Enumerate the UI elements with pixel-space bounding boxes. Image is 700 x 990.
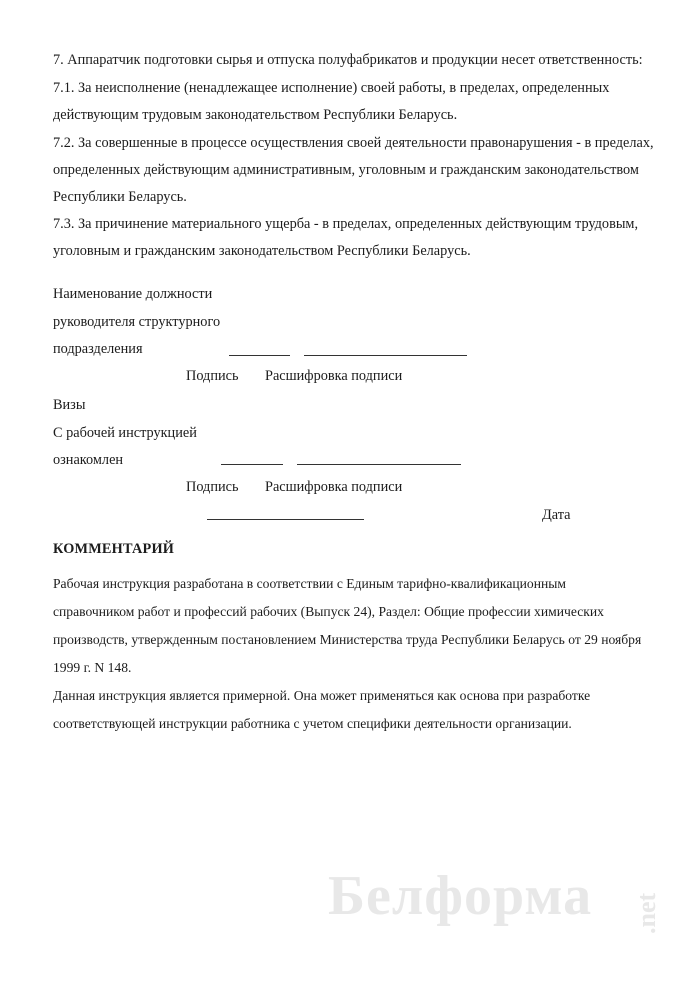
visas-label: Визы [53, 397, 86, 413]
ack-line-1: С рабочей инструкцией [53, 425, 197, 441]
manager-title-line-1: Наименование должности [53, 286, 213, 302]
commentary-p1-line-2: справочником работ и профессий рабочих (Выпуск 24), Раздел: Общие профессии химических [53, 604, 604, 619]
item-7-1-line-2: действующим трудовым законодательством Республики Беларусь. [53, 107, 458, 123]
date-line [207, 519, 364, 520]
watermark-logo: Белформа [328, 865, 593, 927]
responsibility-intro: 7. Аппаратчик подготовки сырья и отпуска полуфабрикатов и продукции несет ответственность: [53, 52, 643, 68]
manager-title-line-3: подразделения [53, 341, 143, 357]
commentary-p1-line-1: Рабочая инструкция разработана в соответствии с Единым тарифно-квалификационным [53, 576, 566, 591]
manager-title-line-2: руководителя структурного [53, 314, 221, 330]
item-7-2-line-3: Республики Беларусь. [53, 189, 187, 205]
ack-decode-label: Расшифровка подписи [265, 479, 403, 495]
ack-line-2: ознакомлен [53, 452, 124, 468]
commentary-heading: КОММЕНТАРИЙ [53, 541, 175, 557]
item-7-2-line-2: определенных действующим административным, уголовным и гражданским законодательством [53, 162, 639, 178]
commentary-p1-line-3: производств, утвержденным постановлением Министерства труда Республики Беларусь от 29 ноября [53, 632, 642, 647]
item-7-2-line-1: 7.2. За совершенные в процессе осуществления своей деятельности правонарушения - в пределах, [53, 135, 654, 151]
ack-signature-label: Подпись [186, 479, 239, 495]
item-7-3-line-2: уголовным и гражданским законодательством Республики Беларусь. [53, 243, 471, 259]
item-7-3-line-1: 7.3. За причинение материального ущерба - в пределах, определенных действующим трудовым, [53, 216, 639, 232]
manager-decode-label: Расшифровка подписи [265, 368, 403, 384]
item-7-1-line-1: 7.1. За неисполнение (ненадлежащее исполнение) своей работы, в пределах, определенных [53, 80, 610, 96]
manager-signature-label: Подпись [186, 368, 239, 384]
date-label: Дата [542, 507, 571, 523]
manager-signature-line [229, 355, 290, 356]
ack-signature-line [221, 464, 283, 465]
commentary-p1-line-4: 1999 г. N 148. [53, 660, 132, 675]
watermark-suffix: .net [632, 892, 661, 934]
manager-decode-line [304, 355, 467, 356]
commentary-p2-line-1: Данная инструкция является примерной. Она может применяться как основа при разработке [53, 688, 591, 703]
ack-decode-line [297, 464, 461, 465]
commentary-p2-line-2: соответствующей инструкции работника с учетом специфики деятельности организации. [53, 716, 572, 731]
